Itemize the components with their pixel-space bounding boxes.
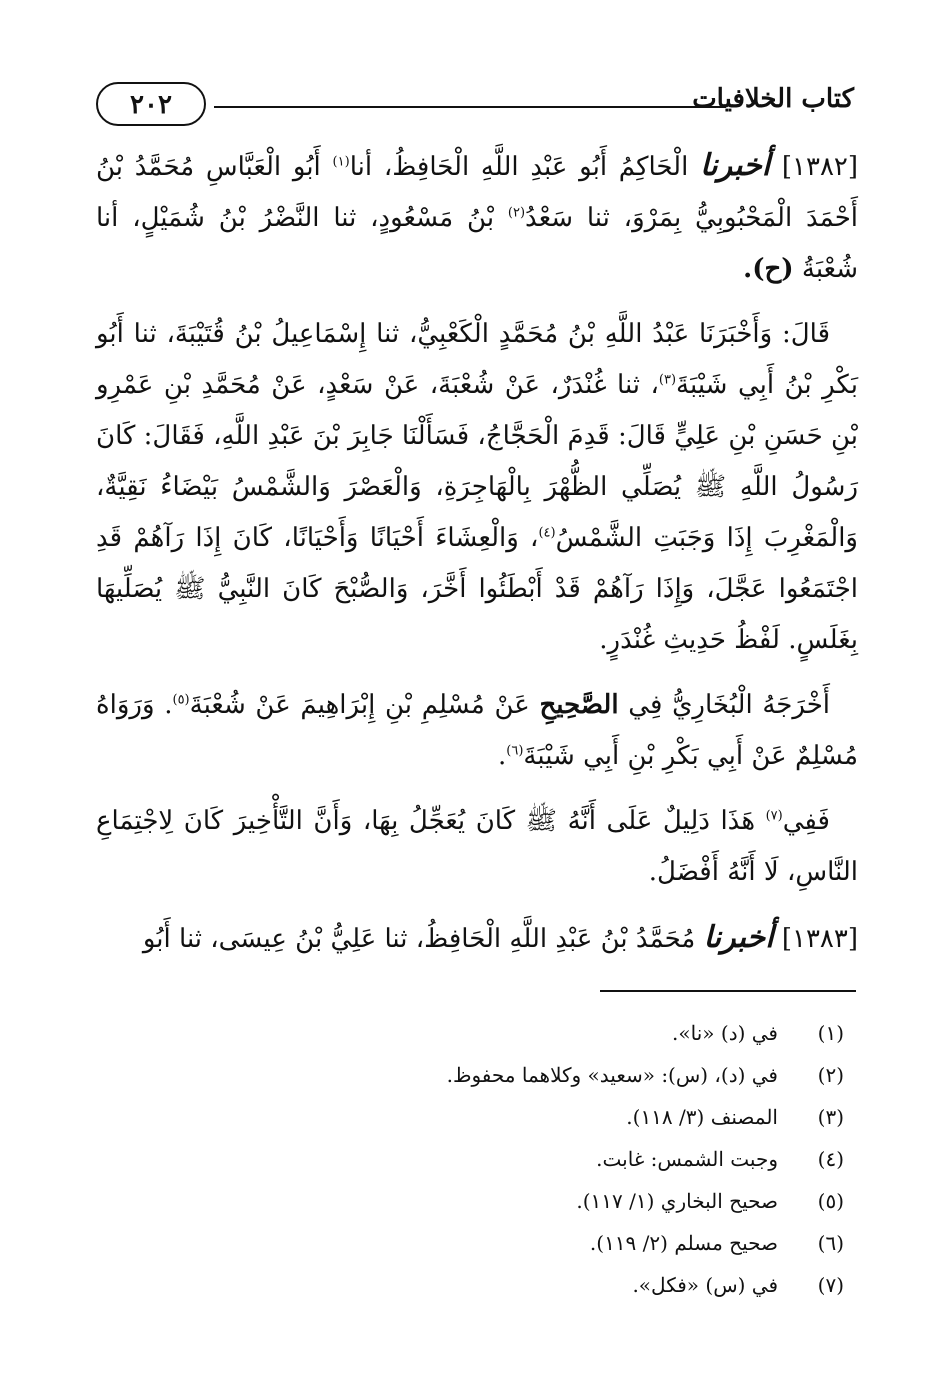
header-rule [214, 106, 726, 108]
akhbarana-keyword: أخبرنا [703, 920, 774, 955]
footnote [124, 1222, 844, 1264]
matn-text: ، ثنا غُنْدَرٌ، عَنْ شُعْبَةَ، عَنْ سَعْدٍ، عَنْ مُحَمَّدِ بْنِ عَمْرِو بْنِ حَسَنِ بْنِ عَلِيٍّ قَالَ: قَدِمَ الْحَجَّاجُ، فَسَأَلْنَا جَابِرَ بْنَ عَبْدِ اللَّهِ، فَقَالَ: كَانَ رَسُولُ اللَّهِ ﷺ يُصَلِّي الظُّهْرَ بِالْهَاجِرَةِ، وَالْعَصْرَ وَالشَّمْسُ بَيْضَاءُ نَقِيَّةٌ، وَالْمَغْرِبَ إِذَا وَجَبَتِ الشَّمْسُ [96, 370, 858, 553]
hadith-number: [١٣٨٢] [781, 152, 859, 182]
footnote-ref: (٥) [172, 692, 190, 708]
footnote-text: في (د)، (س): «سعيد» وكلاهما محفوظ. [446, 1063, 778, 1087]
footnote-ref: (٣) [658, 372, 677, 388]
footnote-number: (٤) [817, 1147, 844, 1171]
commentary-paragraph [96, 796, 858, 898]
footnote-text: صحيح البخاري (١/ ١١٧). [576, 1189, 778, 1213]
commentary-text: هَذَا دَلِيلٌ عَلَى أَنَّهُ ﷺ كَانَ يُعَجِّلُ بِهَا، وَأَنَّ التَّأْخِيرَ كَانَ لِاجْتِمَاعِ النَّاسِ، لَا أَنَّهُ أَفْضَلُ. [96, 806, 858, 887]
isnad-text: مُحَمَّدُ بْنُ عَبْدِ اللَّهِ الْحَافِظُ، ثنا عَلِيُّ بْنُ عِيسَى، ثنا أَبُو [142, 924, 696, 954]
hadith-1383 [96, 912, 858, 965]
footnote-number: (٦) [817, 1231, 844, 1255]
footnote [124, 1096, 844, 1138]
footnote-ref: (٧) [765, 808, 783, 824]
sahih-title: الصَّحِيحِ [539, 690, 619, 720]
page-number: ٢٠٢ [96, 82, 206, 126]
tahwil-mark: (ح). [743, 254, 794, 284]
hadith-number: [١٣٨٣] [781, 924, 858, 954]
commentary-text: فَفِي [782, 806, 830, 836]
takhrij-text: . وَرَوَاهُ مُسْلِمٌ عَنْ أَبِي بَكْرِ بْنِ أَبِي شَيْبَةَ [96, 690, 858, 771]
footnote [124, 1012, 844, 1054]
footnote-text: المصنف (٣/ ١١٨). [626, 1105, 778, 1129]
footnote-ref: (٦) [506, 743, 524, 759]
matn-text: ، وَالْعِشَاءَ أَحْيَانًا وَأَحْيَانًا، كَانَ إِذَا رَآهُمْ قَدِ اجْتَمَعُوا عَجَّلَ، وَإِذَا رَآهُمْ قَدْ أَبْطَئُوا أَخَّرَ، وَالصُّبْحَ كَانَ النَّبِيُّ ﷺ يُصَلِّيهَا بِغَلَسٍ. لَفْظُ حَدِيثِ غُنْدَرٍ. [96, 523, 858, 655]
isnad-text: الْحَاكِمُ أَبُو عَبْدِ اللَّهِ الْحَافِظُ، أنا [349, 152, 689, 182]
footnote-text: صحيح مسلم (٢/ ١١٩). [589, 1231, 778, 1255]
footnote-number: (٢) [817, 1063, 844, 1087]
takhrij-paragraph [96, 680, 858, 782]
footnote-separator [600, 990, 856, 992]
footnote-text: في (س) «فكل». [632, 1273, 778, 1297]
footnote-number: (٣) [817, 1105, 844, 1129]
footnote-ref: (٢) [507, 205, 526, 221]
footnote [124, 1138, 844, 1180]
footnote [124, 1054, 844, 1096]
footnote [124, 1180, 844, 1222]
footnote-number: (٧) [817, 1273, 844, 1297]
footnote-number: (٥) [817, 1189, 844, 1213]
running-header [96, 78, 854, 138]
isnad-text: قَالَ: وَأَخْبَرَنَا عَبْدُ اللَّهِ بْنُ مُحَمَّدٍ الْكَعْبِيُّ، ثنا إِسْمَاعِيلُ بْنُ قُتَيْبَةَ، ثنا أَبُو بَكْرِ بْنُ أَبِي شَيْبَةَ [96, 319, 859, 400]
isnad-text: أَبُو الْعَبَّاسِ مُحَمَّدُ بْنُ أَحْمَدَ الْمَحْبُوبِيُّ بِمَرْوَ، ثنا سَعْدُ [96, 152, 858, 233]
akhbarana-keyword: أخبرنا [700, 148, 771, 183]
main-text [96, 140, 858, 979]
footnote-text: في (د) «نا». [672, 1021, 778, 1045]
hadith-text [96, 309, 858, 666]
footnote-number: (١) [817, 1021, 844, 1045]
footnote-text: وجبت الشمس: غابت. [596, 1147, 778, 1171]
footnote-ref: (٤) [538, 525, 556, 541]
footnote [124, 1264, 844, 1306]
hadith-1382 [96, 140, 858, 295]
punctuation: . [498, 741, 507, 771]
book-title: كتاب الخلافيات [692, 84, 854, 114]
takhrij-text: أَخْرَجَهُ الْبُخَارِيُّ فِي [628, 690, 831, 720]
footnotes [124, 1012, 844, 1306]
takhrij-text: عَنْ مُسْلِمِ بْنِ إِبْرَاهِيمَ عَنْ شُعْبَةَ [189, 690, 530, 720]
footnote-ref: (١) [332, 154, 350, 170]
isnad-text: بْنُ مَسْعُودٍ، ثنا النَّضْرُ بْنُ شُمَيْلٍ، أنا شُعْبَةُ [96, 203, 858, 284]
